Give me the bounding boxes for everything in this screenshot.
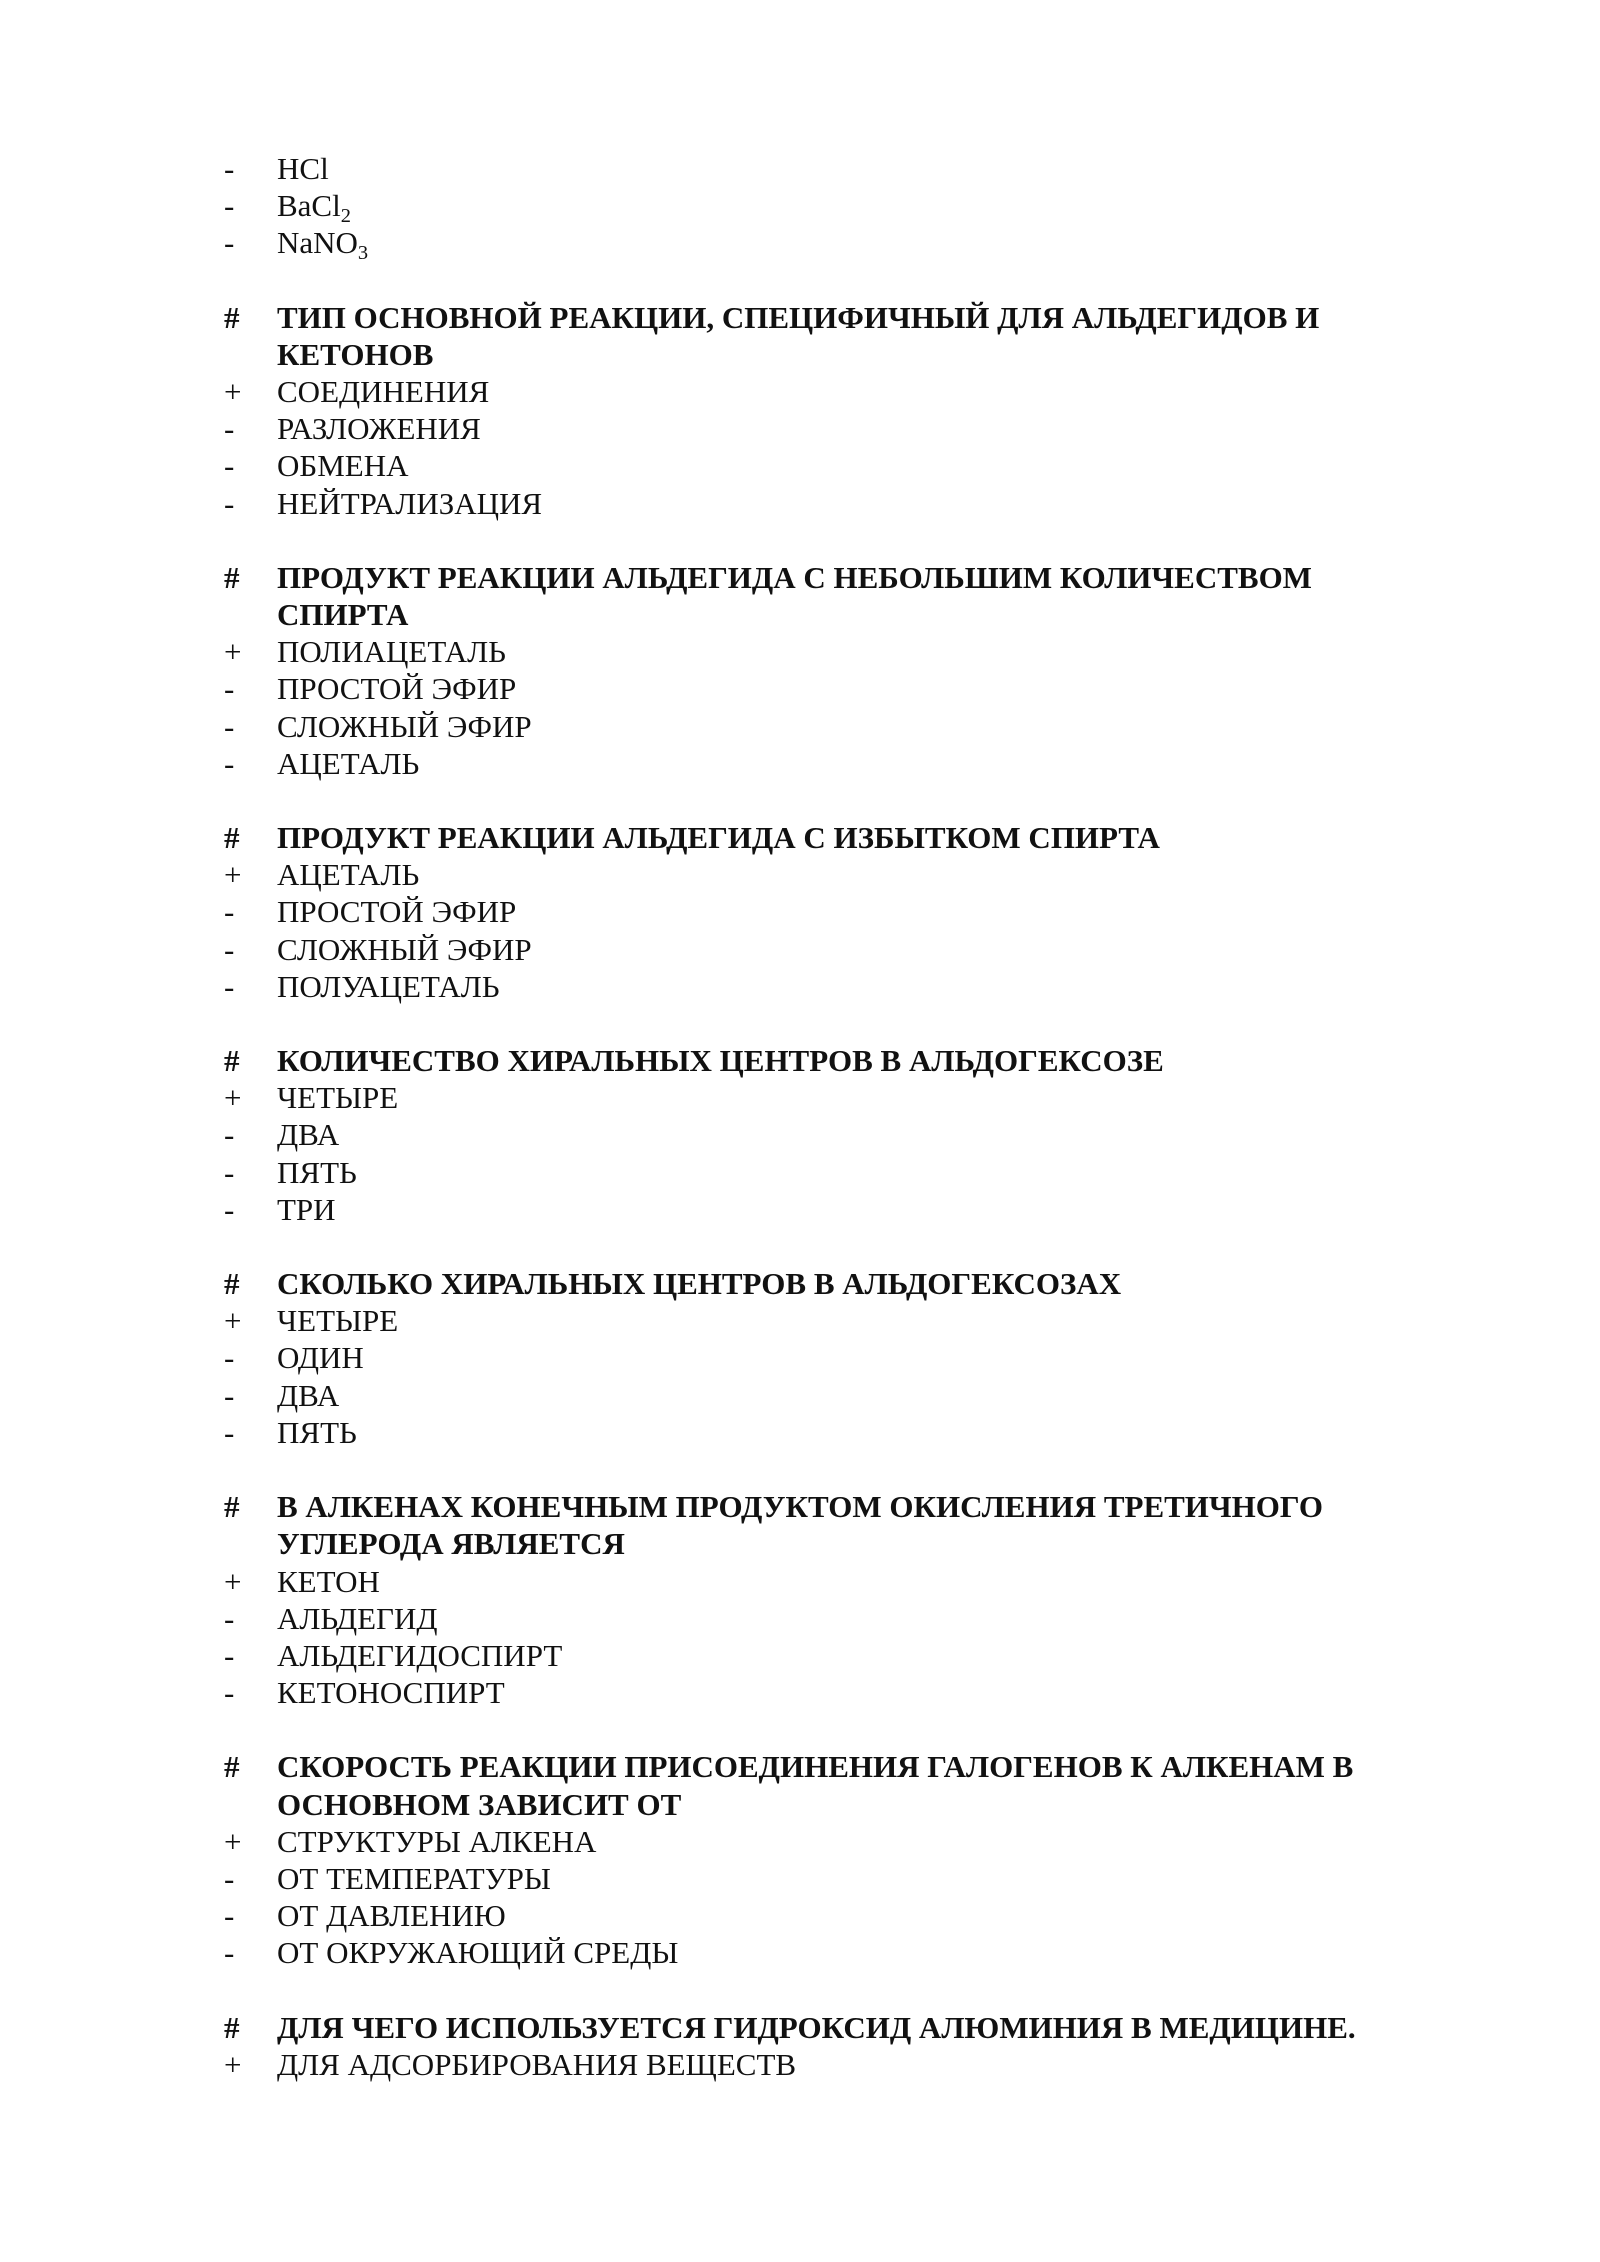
answer-option: [224, 1116, 1424, 1153]
question-marker: #: [224, 299, 240, 335]
question-block: [224, 819, 1424, 1005]
question-marker: #: [224, 1266, 240, 1302]
question-text: ТИП ОСНОВНОЙ РЕАКЦИИ, СПЕЦИФИЧНЫЙ ДЛЯ АЛЬДЕГИДОВ И КЕТОНОВ: [277, 299, 1327, 372]
answer-option: [224, 1897, 1424, 1934]
question-title: [224, 559, 1424, 633]
option-marker: -: [224, 188, 235, 224]
option-marker: -: [224, 1117, 235, 1153]
answer-option: [224, 968, 1424, 1005]
question-text: ПРОДУКТ РЕАКЦИИ АЛЬДЕГИДА С НЕБОЛЬШИМ КОЛИЧЕСТВОМ СПИРТА: [277, 559, 1320, 633]
correct-answer-option: [224, 856, 1424, 893]
answer-option: [224, 1154, 1424, 1191]
option-text: ПЯТЬ: [277, 1154, 357, 1190]
option-text: АЦЕТАЛЬ: [277, 745, 420, 781]
question-block: [224, 299, 1424, 522]
answer-option: [224, 1191, 1424, 1228]
option-text: ПОЛУАЦЕТАЛЬ: [277, 968, 500, 1004]
answer-option: [224, 893, 1424, 930]
answer-option: [224, 1339, 1424, 1376]
question-marker: #: [224, 559, 240, 595]
question-block: [224, 1748, 1424, 1971]
option-text: ЧЕТЫРЕ: [277, 1080, 399, 1116]
correct-answer-option: [224, 373, 1424, 410]
option-text: СЛОЖНЫЙ ЭФИР: [277, 708, 532, 744]
document-page: [224, 150, 1424, 2083]
correct-answer-option: [224, 633, 1424, 670]
leading-options: [224, 150, 1424, 265]
option-text: НЕЙТРАЛИЗАЦИЯ: [277, 485, 543, 521]
option-marker: -: [224, 708, 235, 744]
option-text: РАЗЛОЖЕНИЯ: [277, 411, 481, 447]
option-text: ДВА: [277, 1117, 340, 1153]
option-text: ЧЕТЫРЕ: [277, 1303, 399, 1339]
question-title: [224, 1265, 1424, 1302]
option-text: ТРИ: [277, 1191, 336, 1227]
question-title: [224, 2009, 1424, 2046]
answer-option: [224, 410, 1424, 447]
question-block: [224, 1488, 1424, 1711]
option-text: ОБМЕНА: [277, 448, 409, 484]
option-text: КЕТОН: [277, 1563, 380, 1599]
answer-option: [224, 1934, 1424, 1971]
correct-answer-option: [224, 1079, 1424, 1116]
answer-option: [224, 1600, 1424, 1637]
option-text: [277, 224, 1424, 265]
question-marker: #: [224, 1749, 240, 1785]
option-text: ПЯТЬ: [277, 1414, 357, 1450]
formula-subscript: 2: [340, 205, 351, 228]
answer-option: [224, 1860, 1424, 1897]
option-text: ПРОСТОЙ ЭФИР: [277, 671, 517, 707]
question-block: [224, 559, 1424, 782]
question-text: ДЛЯ ЧЕГО ИСПОЛЬЗУЕТСЯ ГИДРОКСИД АЛЮМИНИЯ В МЕДИЦИНЕ.: [277, 2009, 1356, 2045]
option-marker: -: [224, 1860, 235, 1896]
formula-subscript: 3: [357, 242, 369, 265]
question-marker: #: [224, 2009, 240, 2045]
question-title: [224, 1748, 1424, 1822]
option-marker: -: [224, 1414, 235, 1450]
question-text: КОЛИЧЕСТВО ХИРАЛЬНЫХ ЦЕНТРОВ В АЛЬДОГЕКСОЗЕ: [277, 1043, 1164, 1079]
option-marker: -: [224, 411, 235, 447]
option-marker: -: [224, 1675, 235, 1711]
answer-option: [224, 1377, 1424, 1414]
formula-base: HCl: [277, 151, 329, 186]
answer-option: [224, 1674, 1424, 1711]
option-text: СОЕДИНЕНИЯ: [277, 374, 490, 410]
question-text: В АЛКЕНАХ КОНЕЧНЫМ ПРОДУКТОМ ОКИСЛЕНИЯ ТРЕТИЧНОГО УГЛЕРОДА ЯВЛЯЕТСЯ: [277, 1489, 1331, 1562]
answer-option: [224, 447, 1424, 484]
question-text: СКОЛЬКО ХИРАЛЬНЫХ ЦЕНТРОВ В АЛЬДОГЕКСОЗАХ: [277, 1266, 1122, 1302]
question-marker: #: [224, 820, 240, 856]
option-text: СЛОЖНЫЙ ЭФИР: [277, 931, 532, 967]
option-text: АЛЬДЕГИДОСПИРТ: [277, 1637, 563, 1673]
answer-option: [224, 745, 1424, 782]
option-text: ОДИН: [277, 1340, 364, 1376]
option-marker: +: [224, 1303, 242, 1339]
option-marker: -: [224, 448, 235, 484]
option-text: [277, 150, 1424, 187]
option-text: ОТ ОКРУЖАЮЩИЙ СРЕДЫ: [277, 1935, 679, 1971]
option-text: ПРОСТОЙ ЭФИР: [277, 894, 517, 930]
answer-option: [224, 670, 1424, 707]
answer-option: [224, 187, 1424, 228]
option-marker: -: [224, 745, 235, 781]
question-list: [224, 299, 1424, 2083]
option-marker: +: [224, 1080, 242, 1116]
correct-answer-option: [224, 1302, 1424, 1339]
option-marker: -: [224, 894, 235, 930]
option-text: ОТ ДАВЛЕНИЮ: [277, 1898, 506, 1934]
option-marker: -: [224, 931, 235, 967]
option-marker: -: [224, 968, 235, 1004]
question-block: [224, 1265, 1424, 1451]
answer-option: [224, 150, 1424, 187]
option-marker: -: [224, 485, 235, 521]
answer-option: [224, 708, 1424, 745]
question-text: СКОРОСТЬ РЕАКЦИИ ПРИСОЕДИНЕНИЯ ГАЛОГЕНОВ К АЛКЕНАМ В ОСНОВНОМ ЗАВИСИТ ОТ: [277, 1749, 1362, 1822]
correct-answer-option: [224, 1823, 1424, 1860]
option-marker: +: [224, 2046, 242, 2082]
option-marker: -: [224, 1637, 235, 1673]
option-marker: -: [224, 1191, 235, 1227]
formula-base: NaNO: [277, 225, 358, 261]
question-title: [224, 299, 1424, 373]
option-marker: -: [224, 1340, 235, 1376]
option-text: ДВА: [277, 1377, 340, 1413]
option-text: АЦЕТАЛЬ: [277, 857, 420, 893]
option-marker: -: [224, 671, 235, 707]
option-text: КЕТОНОСПИРТ: [277, 1675, 505, 1711]
question-title: [224, 819, 1424, 856]
option-marker: -: [224, 1935, 235, 1971]
option-marker: +: [224, 374, 242, 410]
question-marker: #: [224, 1043, 240, 1079]
answer-option: [224, 224, 1424, 265]
option-marker: -: [224, 1377, 235, 1413]
question-text: ПРОДУКТ РЕАКЦИИ АЛЬДЕГИДА С ИЗБЫТКОМ СПИРТА: [277, 820, 1160, 856]
option-text: ПОЛИАЦЕТАЛЬ: [277, 634, 506, 670]
answer-option: [224, 485, 1424, 522]
option-text: ДЛЯ АДСОРБИРОВАНИЯ ВЕЩЕСТВ: [277, 2046, 797, 2082]
question-title: [224, 1042, 1424, 1079]
option-text: СТРУКТУРЫ АЛКЕНА: [277, 1823, 597, 1859]
question-marker: #: [224, 1489, 240, 1525]
option-marker: -: [224, 1898, 235, 1934]
correct-answer-option: [224, 2046, 1424, 2083]
question-block: [224, 1042, 1424, 1228]
formula-base: BaCl: [277, 188, 341, 224]
answer-option: [224, 931, 1424, 968]
option-marker: -: [224, 1154, 235, 1190]
option-marker: +: [224, 857, 242, 893]
option-text: [277, 187, 1424, 228]
option-marker: -: [224, 225, 235, 261]
option-marker: -: [224, 1600, 235, 1636]
answer-option: [224, 1414, 1424, 1451]
answer-option: [224, 1637, 1424, 1674]
option-marker: +: [224, 1563, 242, 1599]
option-marker: +: [224, 1823, 242, 1859]
correct-answer-option: [224, 1563, 1424, 1600]
option-text: ОТ ТЕМПЕРАТУРЫ: [277, 1860, 551, 1896]
option-marker: +: [224, 634, 242, 670]
option-text: АЛЬДЕГИД: [277, 1600, 438, 1636]
question-block: [224, 2009, 1424, 2083]
option-marker: -: [224, 151, 235, 186]
question-title: [224, 1488, 1424, 1562]
